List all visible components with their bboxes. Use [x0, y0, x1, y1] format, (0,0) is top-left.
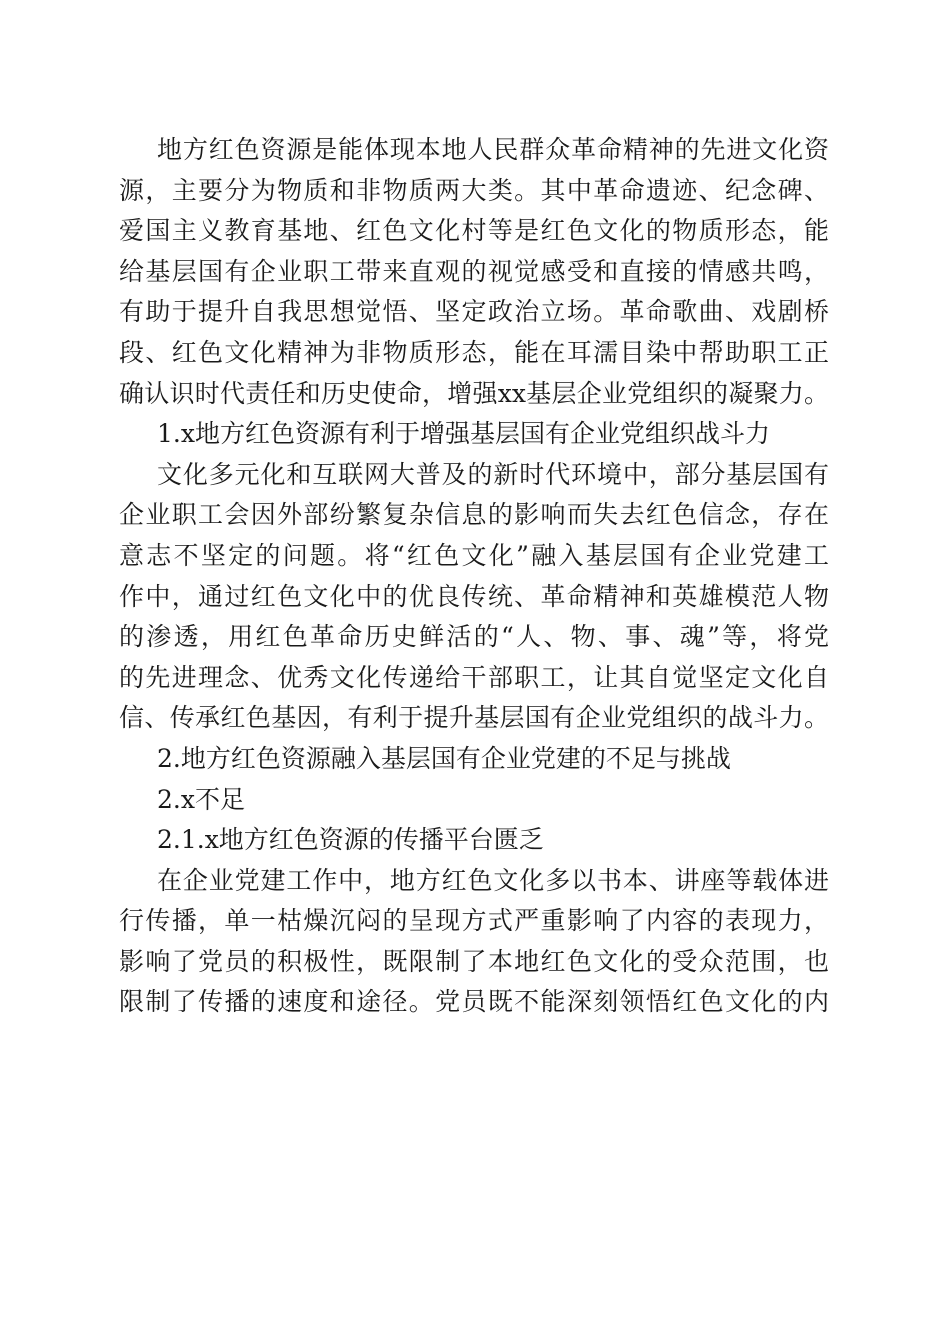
paragraph-line: 作中，通过红色文化中的优良传统、革命精神和英雄模范人物	[119, 581, 829, 611]
paragraph-line: 段、红色文化精神为非物质形态，能在耳濡目染中帮助职工正	[119, 337, 829, 367]
section-heading: 2.1.x地方红色资源的传播平台匮乏	[157, 825, 544, 855]
paragraph-line: 文化多元化和互联网大普及的新时代环境中，部分基层国有	[157, 459, 829, 489]
paragraph-line: 地方红色资源是能体现本地人民群众革命精神的先进文化资	[157, 135, 829, 164]
section-heading: 2.地方红色资源融入基层国有企业党建的不足与挑战	[157, 743, 731, 773]
paragraph-line: 确认识时代责任和历史使命，增强xx基层企业党组织的凝聚力。	[119, 378, 829, 408]
paragraph-line: 爱国主义教育基地、红色文化村等是红色文化的物质形态，能	[119, 216, 829, 246]
paragraph-line: 行传播，单一枯燥沉闷的呈现方式严重影响了内容的表现力，	[119, 906, 829, 936]
paragraph-line: 的渗透，用红色革命历史鲜活的“人、物、事、魂”等，将党	[119, 622, 829, 652]
paragraph-line: 源，主要分为物质和非物质两大类。其中革命遗迹、纪念碑、	[119, 175, 829, 205]
paragraph-line: 意志不坚定的问题。将“红色文化”融入基层国有企业党建工	[119, 540, 829, 570]
paragraph-line: 给基层国有企业职工带来直观的视觉感受和直接的情感共鸣，	[119, 256, 829, 286]
section-heading: 2.x不足	[157, 784, 245, 814]
paragraph-line: 限制了传播的速度和途径。党员既不能深刻领悟红色文化的内	[119, 987, 829, 1017]
section-heading: 1.x地方红色资源有利于增强基层国有企业党组织战斗力	[157, 419, 770, 449]
paragraph-line: 影响了党员的积极性，既限制了本地红色文化的受众范围，也	[119, 946, 829, 976]
paragraph-line: 信、传承红色基因，有利于提升基层国有企业党组织的战斗力。	[119, 703, 829, 733]
paragraph-line: 企业职工会因外部纷繁复杂信息的影响而失去红色信念，存在	[119, 500, 829, 530]
paragraph-line: 有助于提升自我思想觉悟、坚定政治立场。革命歌曲、戏剧桥	[119, 297, 829, 327]
paragraph-line: 在企业党建工作中，地方红色文化多以书本、讲座等载体进	[157, 865, 829, 895]
paragraph-line: 的先进理念、优秀文化传递给干部职工，让其自觉坚定文化自	[119, 662, 829, 692]
document-body	[119, 130, 829, 1023]
